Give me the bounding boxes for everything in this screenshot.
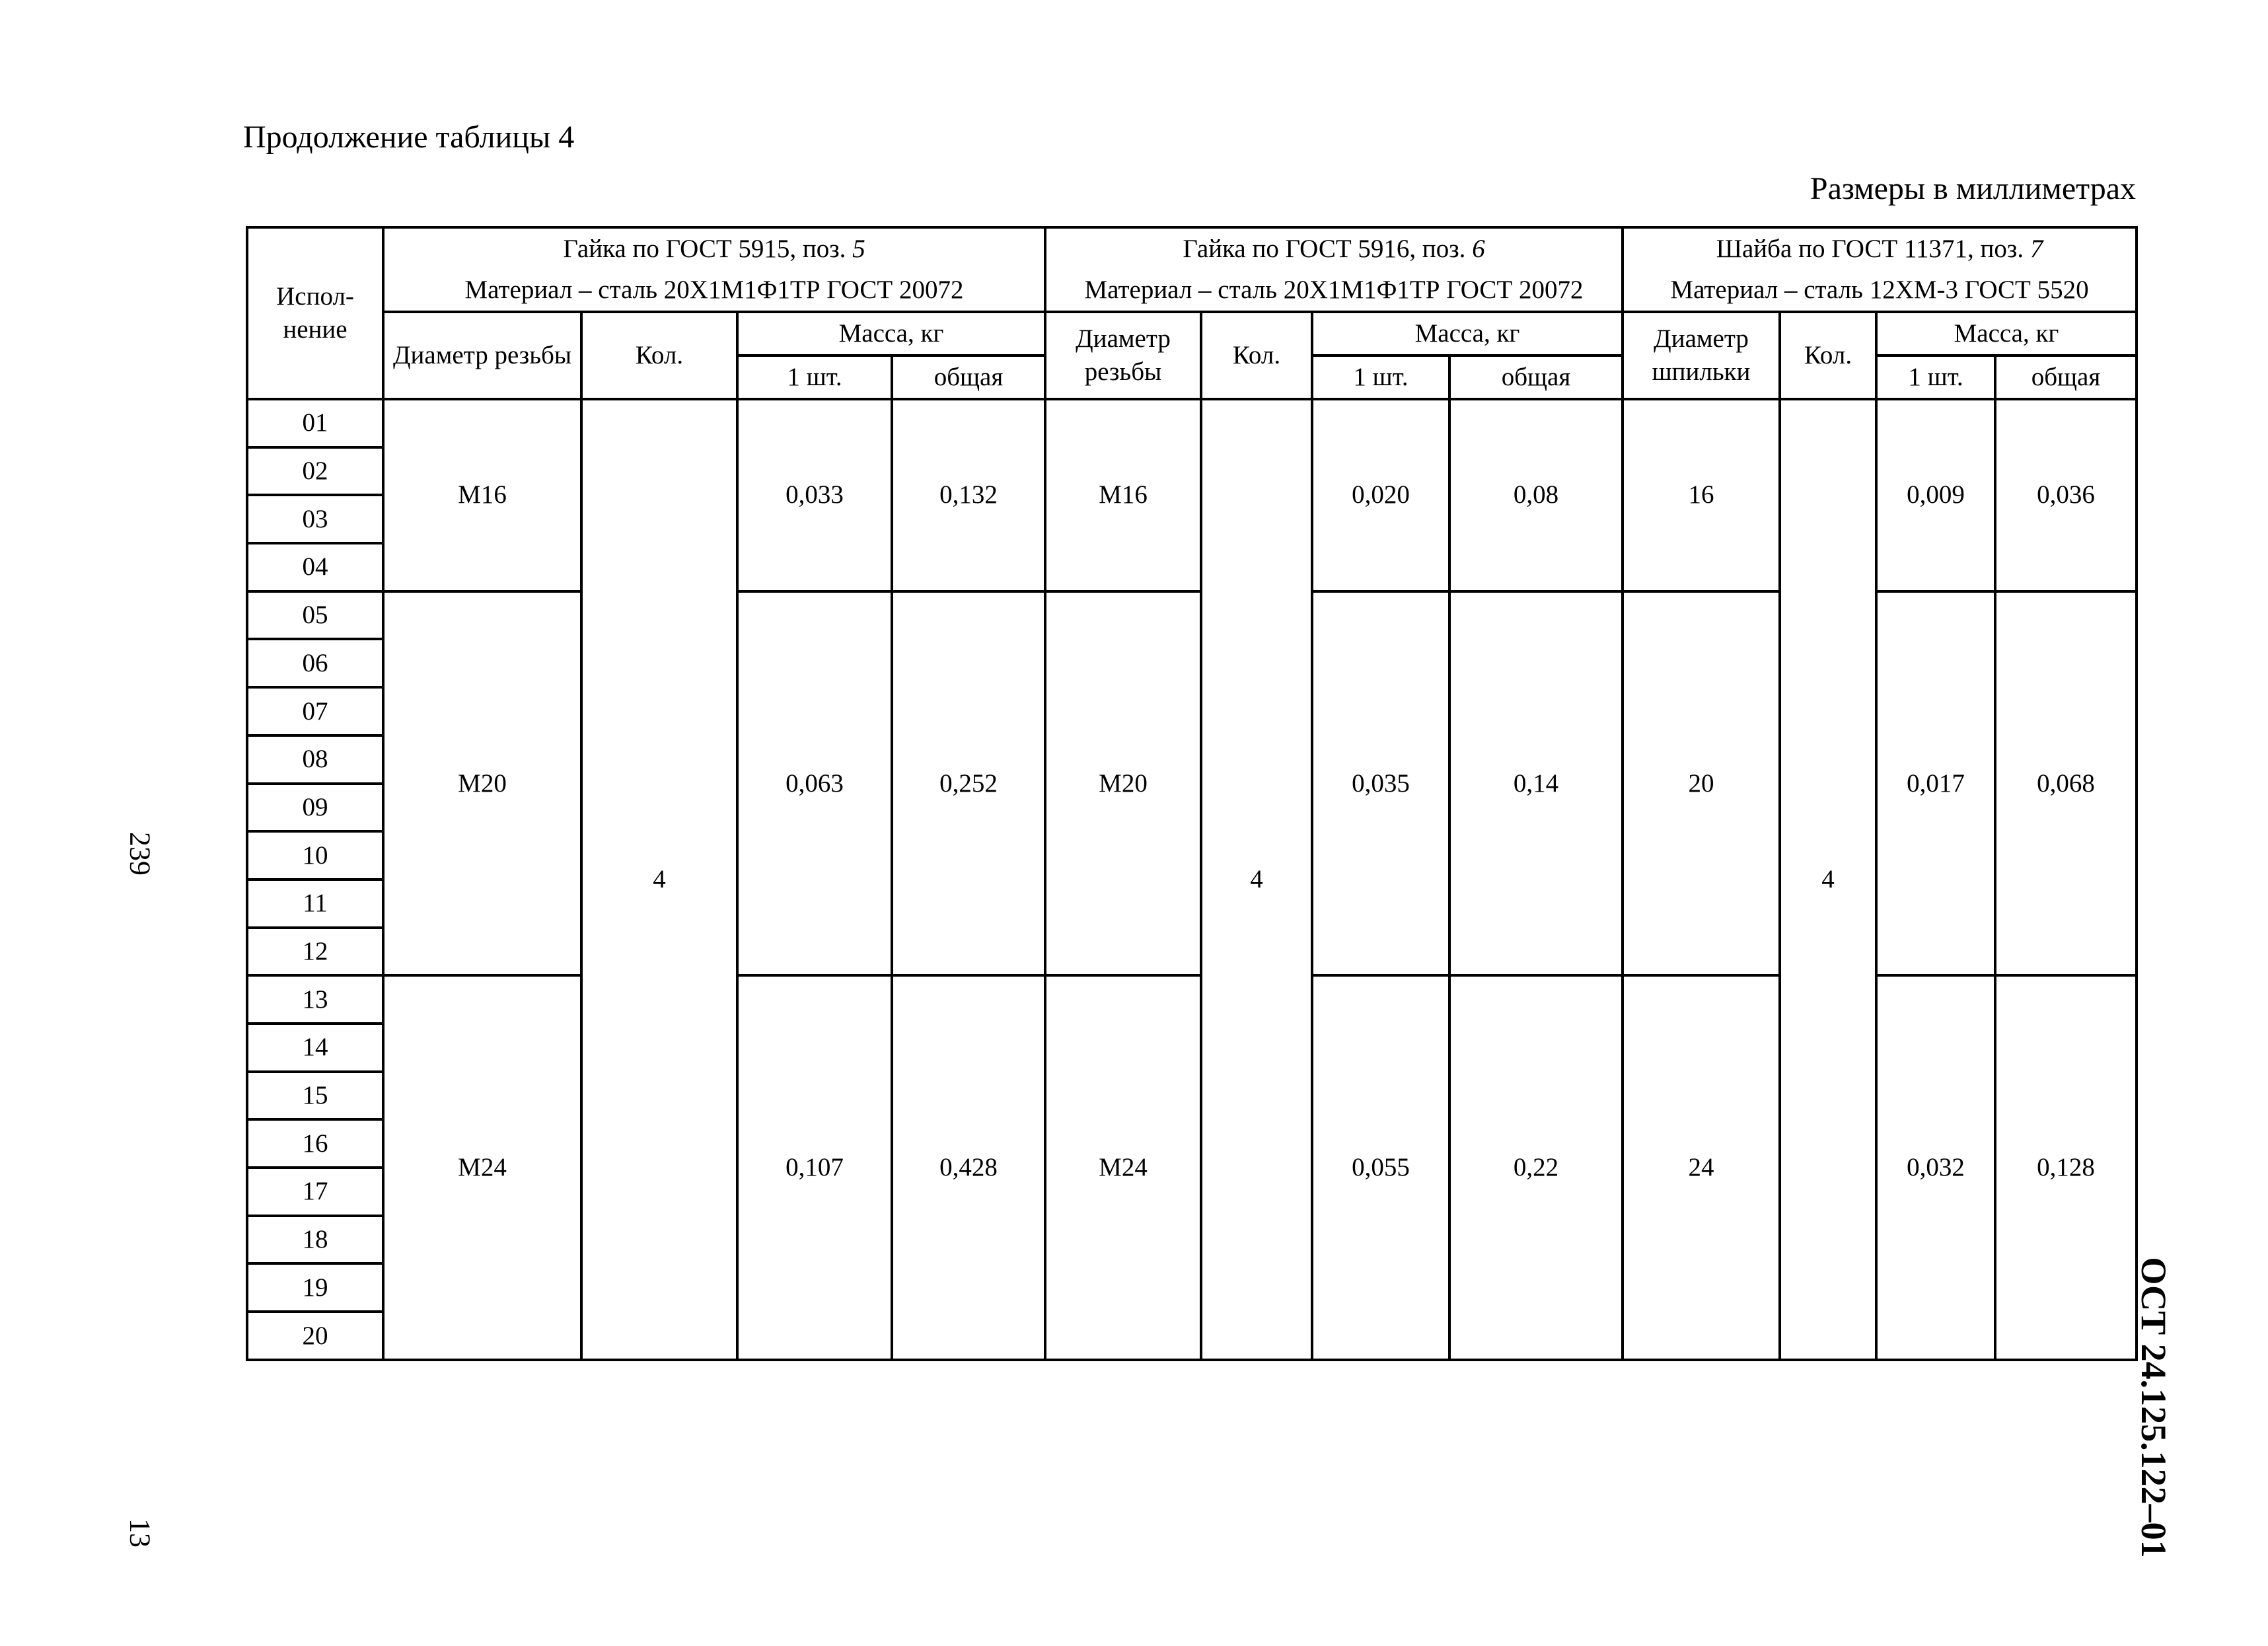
ispolnenie-cell: 01	[247, 399, 383, 447]
ispolnenie-cell: 13	[247, 975, 383, 1024]
mass-total-cell: 0,22	[1449, 975, 1623, 1360]
mass-one-cell: 0,107	[737, 975, 892, 1360]
header-mass-one: 1 шт.	[737, 355, 892, 399]
qty-cell: 4	[581, 399, 737, 1360]
header-mass: Масса, кг	[1312, 312, 1623, 355]
header-mass-one: 1 шт.	[1312, 355, 1449, 399]
mass-total-cell: 0,132	[892, 399, 1045, 591]
ispolnenie-cell: 19	[247, 1263, 383, 1312]
ispolnenie-cell: 08	[247, 735, 383, 784]
diam-cell: М16	[383, 399, 581, 591]
fastener-table	[246, 226, 2138, 1361]
header-mass-total: общая	[892, 355, 1045, 399]
header-qty: Кол.	[581, 312, 737, 399]
mass-total-cell: 0,14	[1449, 591, 1623, 976]
header-diam: Диаметр резьбы	[383, 312, 581, 399]
qty-cell: 4	[1780, 399, 1876, 1360]
ispolnenie-cell: 16	[247, 1119, 383, 1168]
ispolnenie-cell: 06	[247, 639, 383, 687]
material-washer-11371: Материал – сталь 12ХМ-3 ГОСТ 5520	[1623, 270, 2137, 312]
diam-cell: М20	[383, 591, 581, 976]
header-mass-total: общая	[1449, 355, 1623, 399]
ispolnenie-cell: 20	[247, 1312, 383, 1360]
page-number: 13	[124, 1518, 157, 1548]
document-code: ОСТ 24.125.122–01	[2134, 1257, 2174, 1558]
diam-cell: 16	[1623, 399, 1780, 591]
ispolnenie-cell: 11	[247, 879, 383, 928]
header-mass: Масса, кг	[1876, 312, 2137, 355]
ispolnenie-cell: 09	[247, 784, 383, 832]
mass-total-cell: 0,08	[1449, 399, 1623, 591]
ispolnenie-cell: 12	[247, 928, 383, 976]
header-diam: Диаметр шпильки	[1623, 312, 1780, 399]
diam-cell: 24	[1623, 975, 1780, 1360]
ispolnenie-cell: 05	[247, 591, 383, 640]
group-header-nut-5915: Гайка по ГОСТ 5915, поз. 5	[383, 227, 1045, 270]
mass-total-cell: 0,068	[1995, 591, 2137, 976]
material-nut-5915: Материал – сталь 20Х1М1Ф1ТР ГОСТ 20072	[383, 270, 1045, 312]
mass-one-cell: 0,055	[1312, 975, 1449, 1360]
mass-one-cell: 0,017	[1876, 591, 1995, 976]
mass-one-cell: 0,035	[1312, 591, 1449, 976]
ispolnenie-cell: 02	[247, 447, 383, 496]
mass-one-cell: 0,033	[737, 399, 892, 591]
material-nut-5916: Материал – сталь 20Х1М1Ф1ТР ГОСТ 20072	[1045, 270, 1623, 312]
diam-cell: М20	[1045, 591, 1201, 976]
units-note: Размеры в миллиметрах	[1810, 171, 2136, 206]
header-mass-one: 1 шт.	[1876, 355, 1995, 399]
header-ispolnenie: Испол-нение	[247, 227, 383, 399]
diam-cell: М16	[1045, 399, 1201, 591]
mass-one-cell: 0,020	[1312, 399, 1449, 591]
mass-one-cell: 0,009	[1876, 399, 1995, 591]
header-mass-total: общая	[1995, 355, 2137, 399]
table-caption: Продолжение таблицы 4	[243, 120, 575, 155]
mass-total-cell: 0,252	[892, 591, 1045, 976]
mass-total-cell: 0,036	[1995, 399, 2137, 591]
ispolnenie-cell: 10	[247, 831, 383, 879]
diam-cell: М24	[383, 975, 581, 1360]
header-mass: Масса, кг	[737, 312, 1045, 355]
side-page-number: 239	[124, 832, 157, 876]
ispolnenie-cell: 17	[247, 1168, 383, 1216]
header-qty: Кол.	[1201, 312, 1312, 399]
ispolnenie-cell: 14	[247, 1024, 383, 1072]
diam-cell: М24	[1045, 975, 1201, 1360]
group-header-nut-5916: Гайка по ГОСТ 5916, поз. 6	[1045, 227, 1623, 270]
header-diam: Диаметр резьбы	[1045, 312, 1201, 399]
mass-one-cell: 0,063	[737, 591, 892, 976]
header-qty: Кол.	[1780, 312, 1876, 399]
mass-total-cell: 0,128	[1995, 975, 2137, 1360]
mass-one-cell: 0,032	[1876, 975, 1995, 1360]
ispolnenie-cell: 15	[247, 1072, 383, 1120]
qty-cell: 4	[1201, 399, 1312, 1360]
ispolnenie-cell: 03	[247, 495, 383, 543]
diam-cell: 20	[1623, 591, 1780, 976]
mass-total-cell: 0,428	[892, 975, 1045, 1360]
ispolnenie-cell: 07	[247, 687, 383, 735]
ispolnenie-cell: 04	[247, 543, 383, 591]
ispolnenie-cell: 18	[247, 1216, 383, 1264]
group-header-washer-11371: Шайба по ГОСТ 11371, поз. 7	[1623, 227, 2137, 270]
